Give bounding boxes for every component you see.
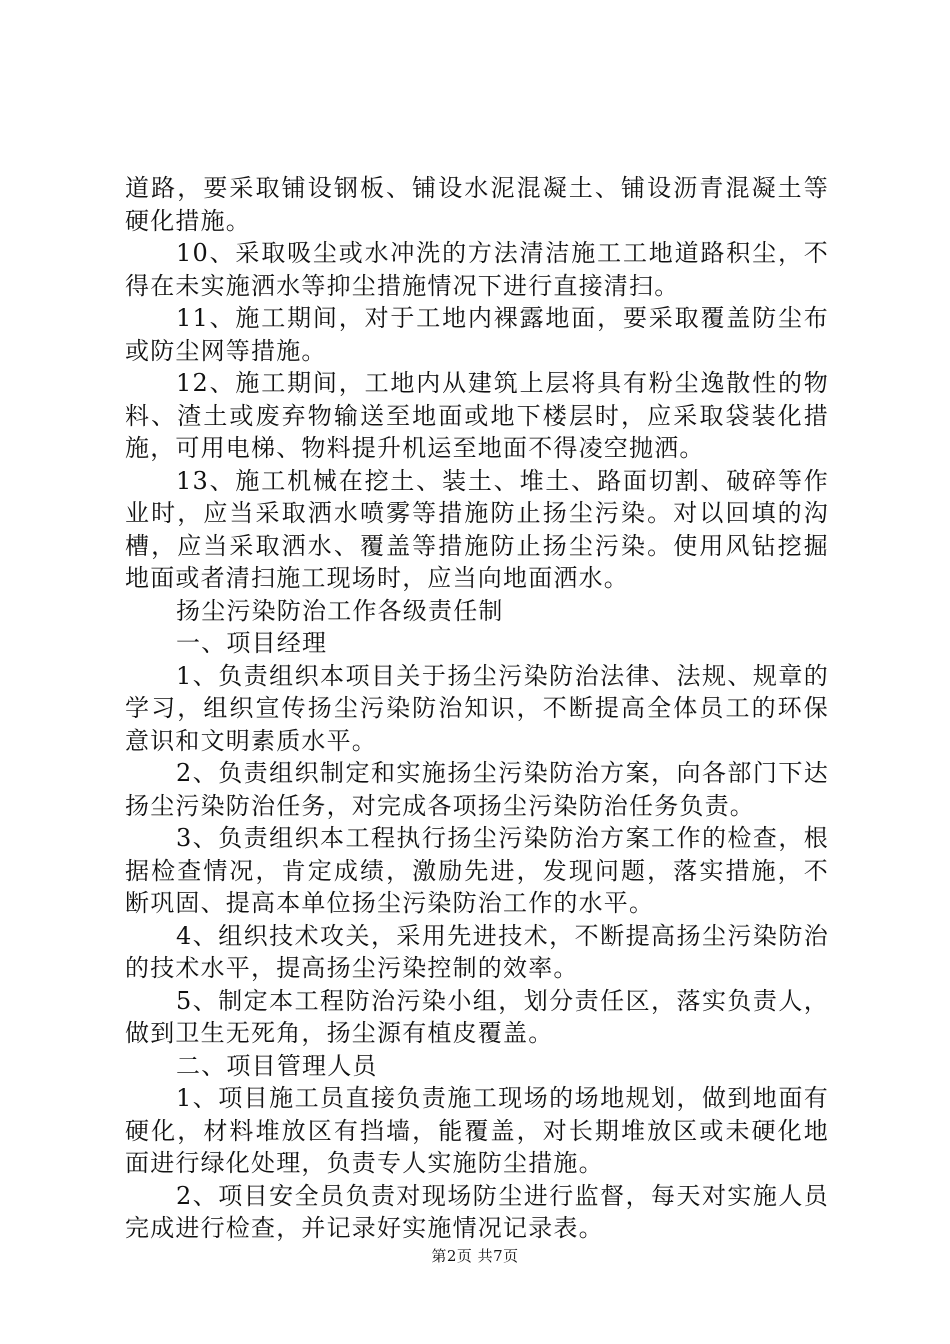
paragraph-staff-1: 1、项目施工员直接负责施工现场的场地规划，做到地面有硬化，材料堆放区有挡墙，能覆盖，对长期堆放区或未硬化地面进行绿化处理，负责专人实施防尘措施。 [125, 1084, 829, 1177]
paragraph-item-13: 13、施工机械在挖土、装土、堆土、路面切割、破碎等作业时，应当采取洒水喷雾等措施防止扬尘污染。对以回填的沟槽，应当采取洒水、覆盖等措施防止扬尘污染。使用风钻挖掘地面或者清扫施工现场时，应当向地面洒水。 [125, 466, 829, 592]
paragraph-pm-1: 1、负责组织本项目关于扬尘污染防治法律、法规、规章的学习，组织宣传扬尘污染防治知识，不断提高全体员工的环保意识和文明素质水平。 [125, 661, 829, 755]
paragraph-pm-4: 4、组织技术攻关，采用先进技术，不断提高扬尘污染防治的技术水平，提高扬尘污染控制的效率。 [125, 921, 829, 982]
paragraph-pm-2: 2、负责组织制定和实施扬尘污染防治方案，向各部门下达扬尘污染防治任务，对完成各项扬尘污染防治任务负责。 [125, 759, 829, 820]
paragraph-item-12: 12、施工期间，工地内从建筑上层将具有粉尘逸散性的物料、渣土或废弃物输送至地面或地下楼层时，应采取袋装化措施，可用电梯、物料提升机运至地面不得凌空抛洒。 [125, 369, 829, 462]
paragraph-staff-2: 2、项目安全员负责对现场防尘进行监督，每天对实施人员完成进行检查，并记录好实施情况记录表。 [125, 1181, 829, 1242]
document-body [125, 172, 829, 1245]
page-number-label: 第2页 共7页 [431, 1247, 519, 1265]
subheading-management-staff: 二、项目管理人员 [176, 1051, 378, 1080]
section-heading-responsibility: 扬尘污染防治工作各级责任制 [176, 596, 504, 625]
paragraph-continuation: 道路，要采取铺设钢板、铺设水泥混凝土、铺设沥青混凝土等硬化措施。 [125, 174, 829, 235]
paragraph-pm-5: 5、制定本工程防治污染小组，划分责任区，落实负责人，做到卫生无死角，扬尘源有植皮覆盖。 [125, 986, 829, 1047]
paragraph-item-11: 11、施工期间，对于工地内裸露地面，要采取覆盖防尘布或防尘网等措施。 [125, 304, 829, 365]
paragraph-item-10: 10、采取吸尘或水冲洗的方法清洁施工工地道路积尘，不得在未实施洒水等抑尘措施情况下进行直接清扫。 [125, 239, 829, 300]
paragraph-pm-3: 3、负责组织本工程执行扬尘污染防治方案工作的检查，根据检查情况，肯定成绩，激励先进，发现问题，落实措施，不断巩固、提高本单位扬尘污染防治工作的水平。 [125, 824, 829, 917]
page-footer [0, 1246, 950, 1266]
subheading-project-manager: 一、项目经理 [176, 629, 328, 657]
